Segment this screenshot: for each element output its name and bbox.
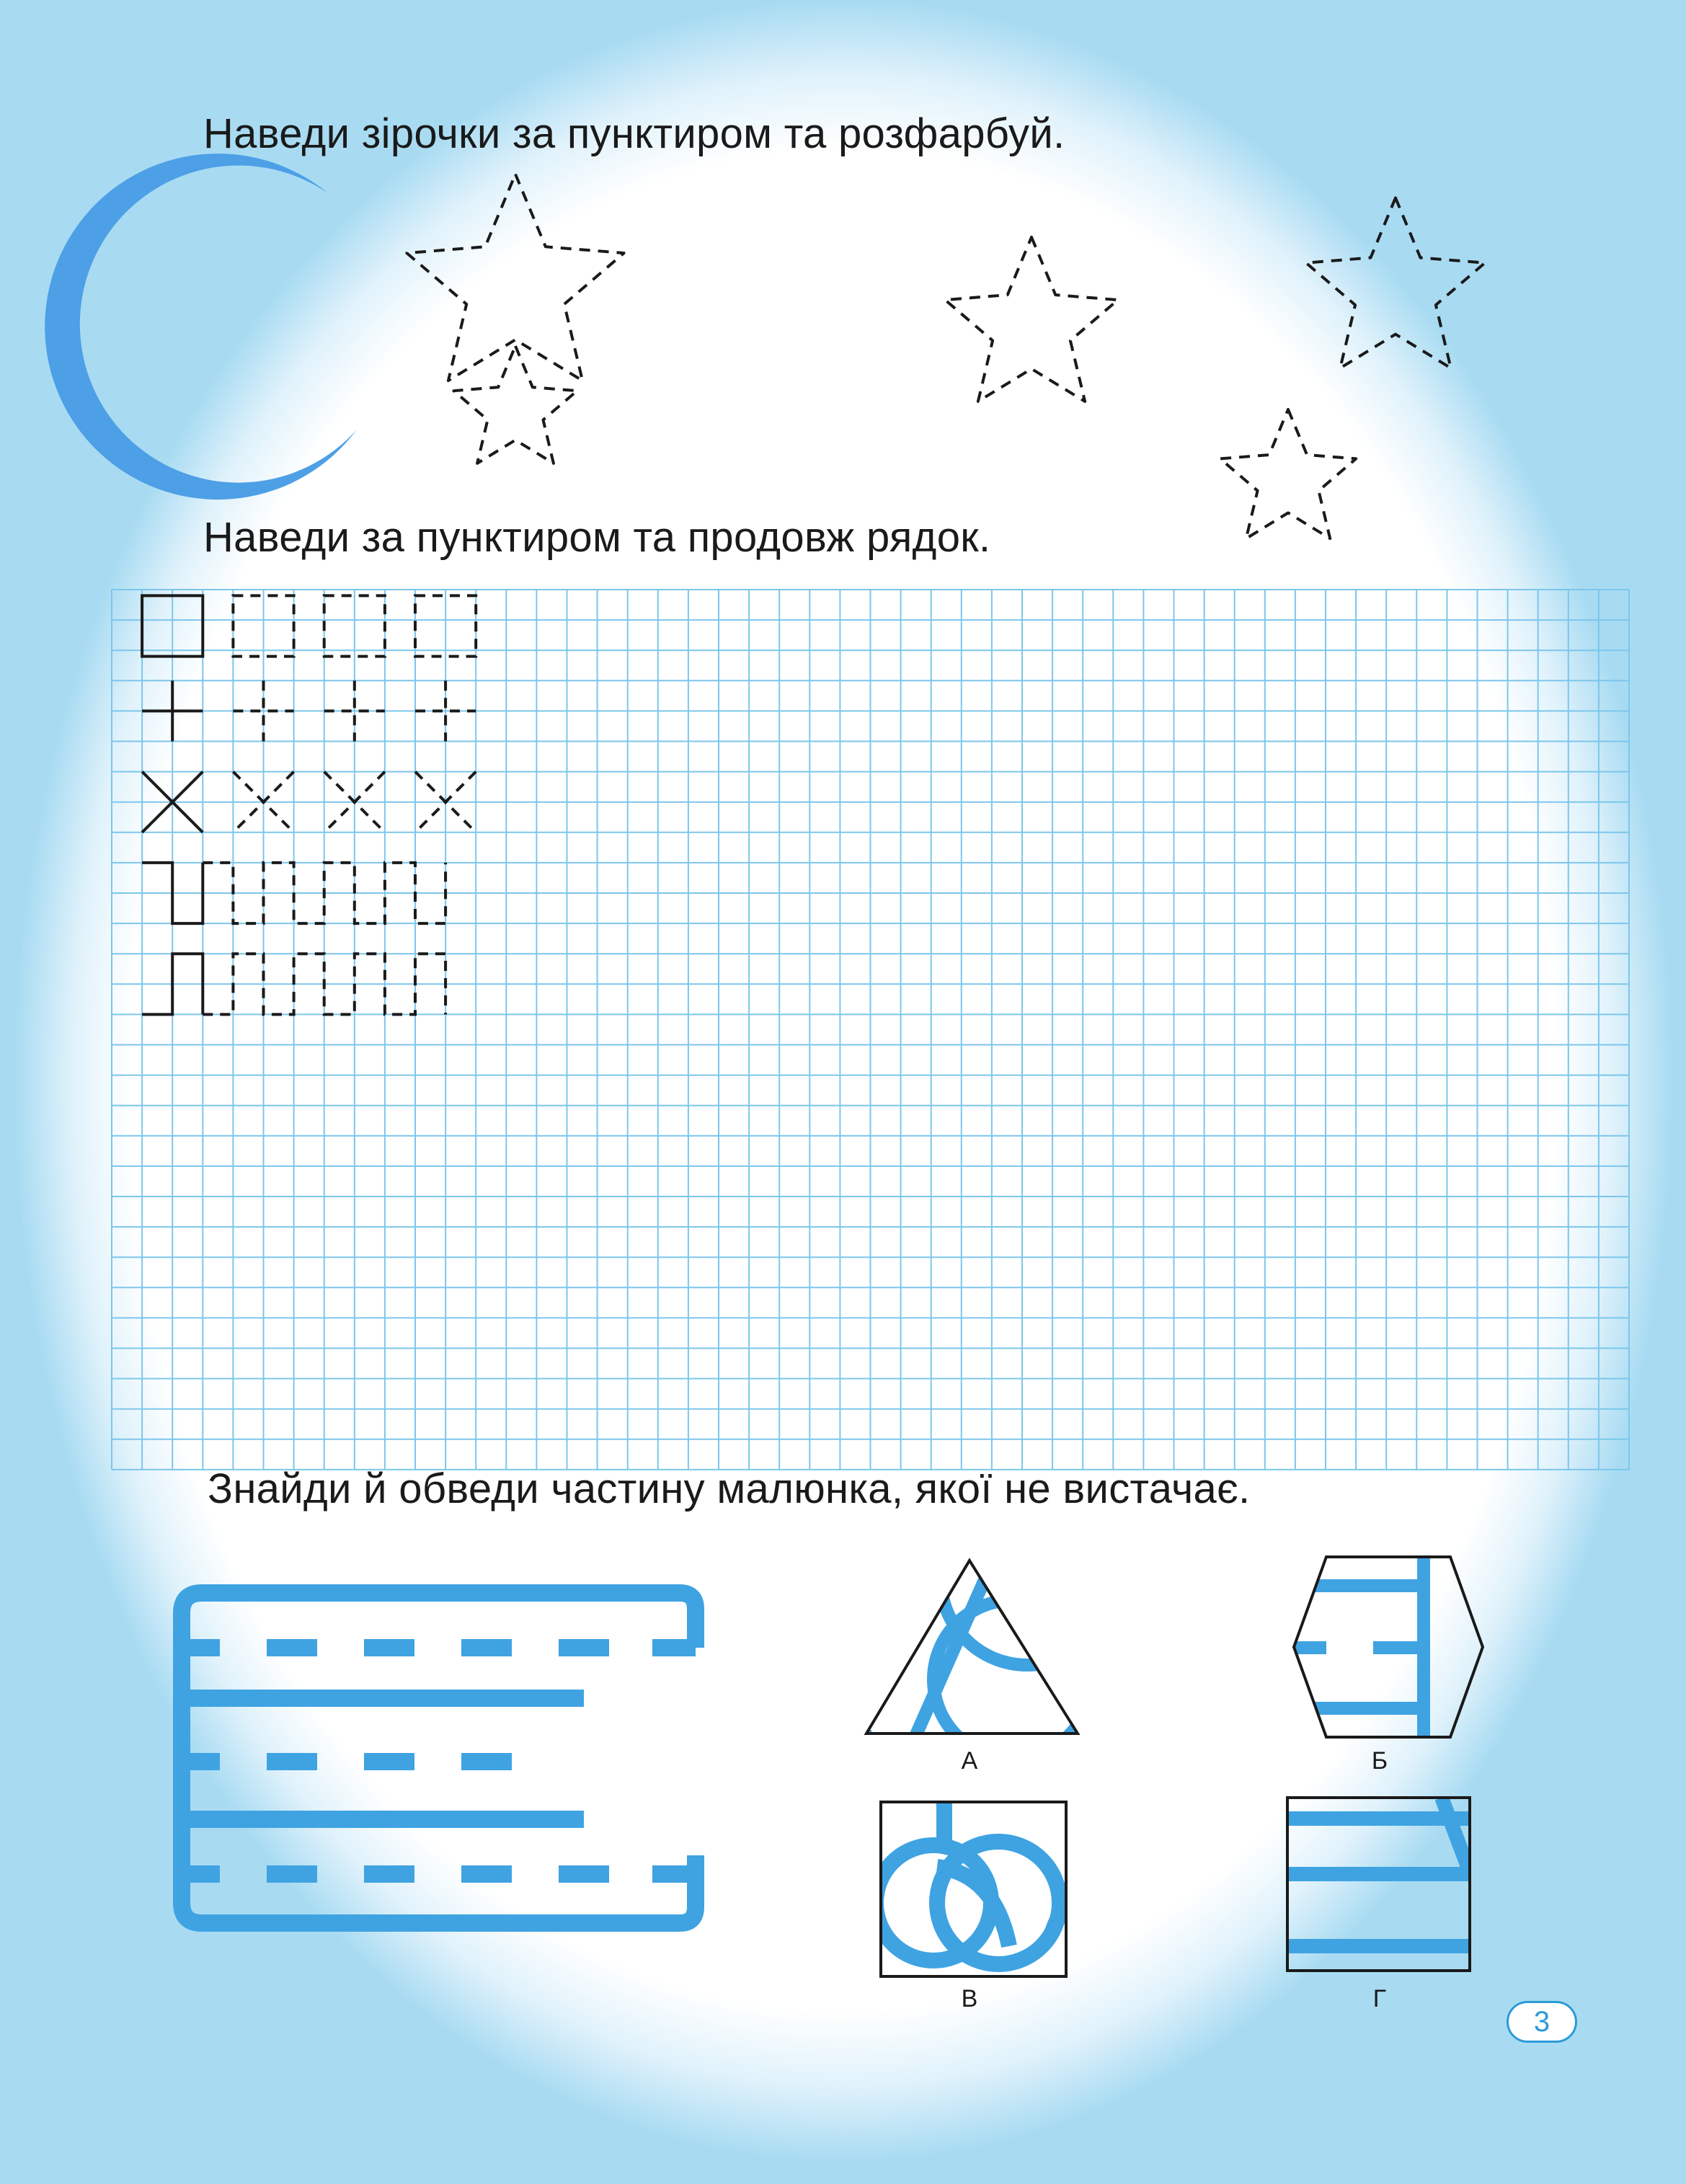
task-title-find-missing: Знайди й обведи частину малюнка, якої не вистачає. [208,1465,1251,1512]
page-number-badge: 3 [1507,2001,1577,2043]
task-title-trace-stars: Наведи зірочки за пунктиром та розфарбуй. [203,110,1065,157]
option-b-hexagon[interactable] [1290,1553,1483,1741]
option-a-triangle[interactable] [865,1492,1114,1759]
main-picture [182,1593,696,1923]
option-v-label: В [961,1985,978,2012]
option-a-label: А [961,1747,978,1775]
option-b-label: Б [1371,1747,1388,1775]
task-title-trace-row: Наведи за пунктиром та продовж рядок. [203,514,991,561]
option-g-label: Г [1372,1985,1387,2012]
option-v-square[interactable] [876,1802,1070,1976]
option-g-square[interactable] [1287,1798,1470,1971]
